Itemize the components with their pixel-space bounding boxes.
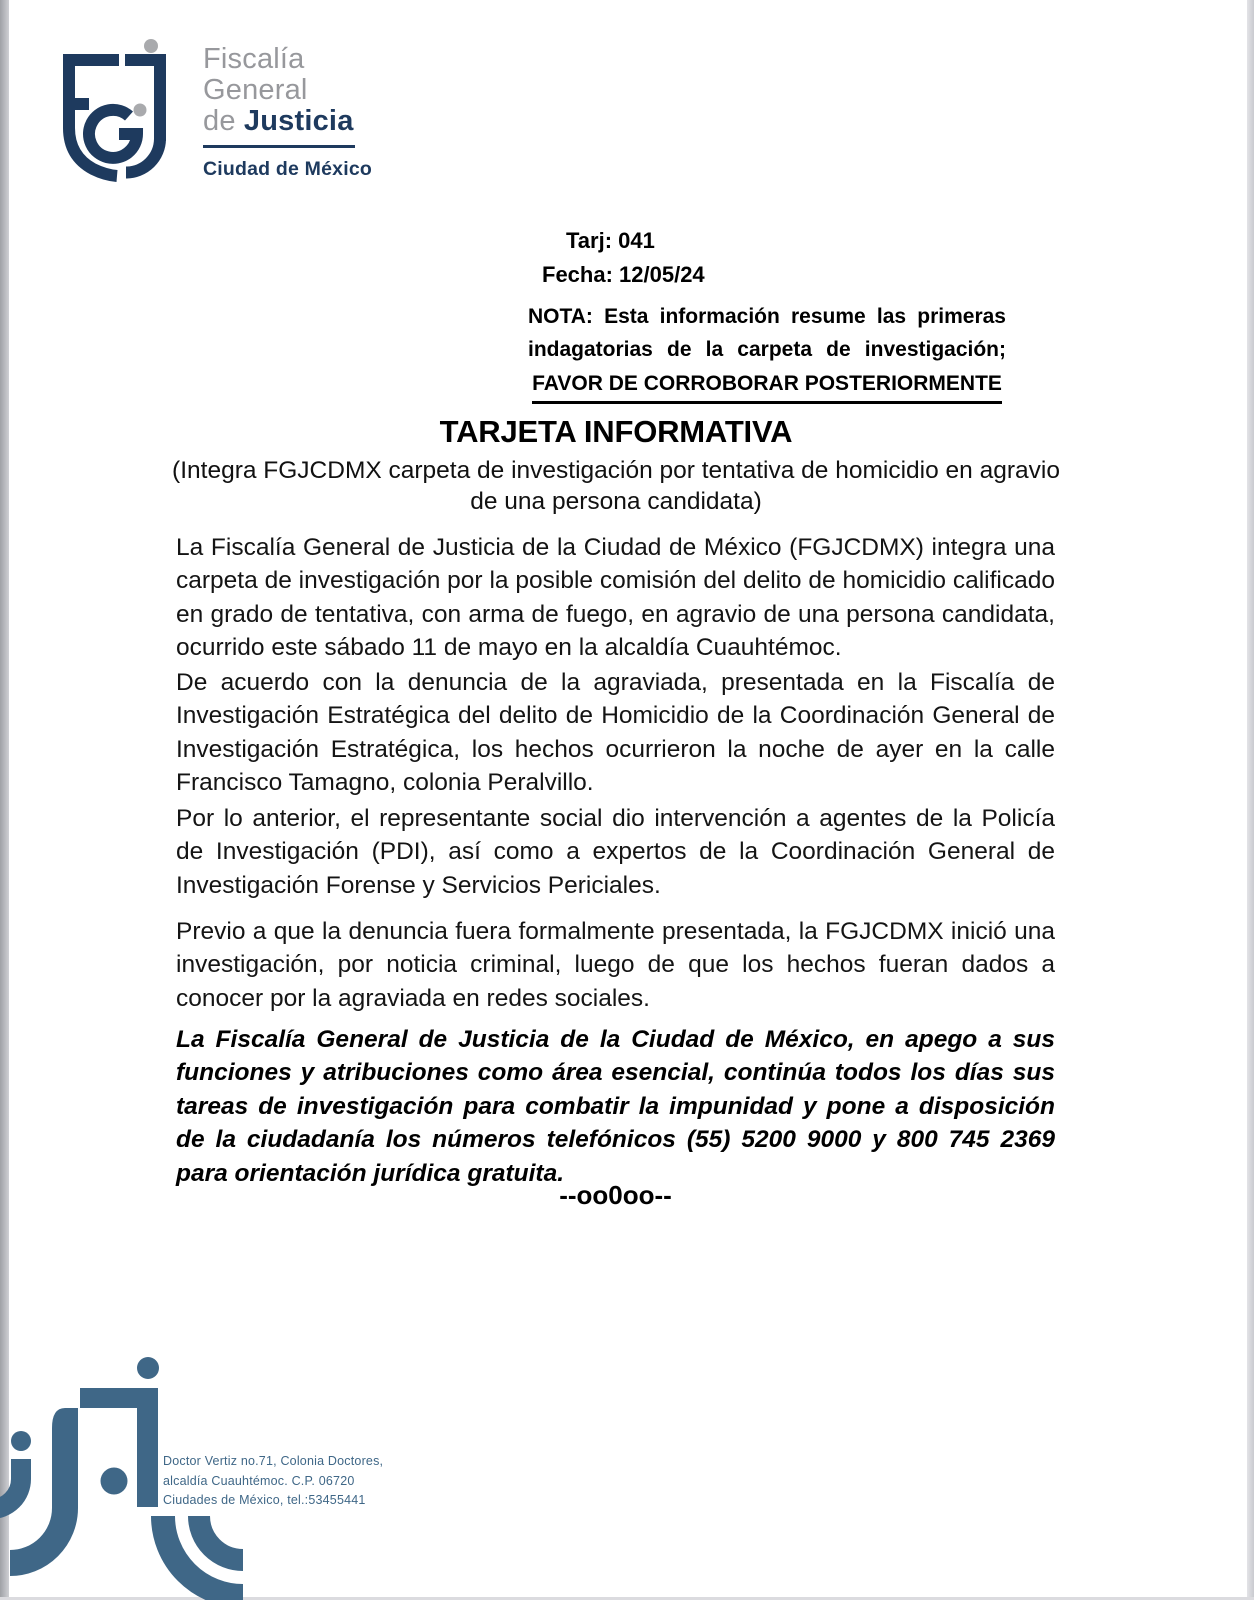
fgj-logo-wordmark (203, 44, 372, 185)
scan-edge-right (1247, 0, 1254, 1600)
logo-line-general: General (203, 74, 308, 106)
logo-line-de-justicia (203, 106, 372, 137)
logo-de: de (203, 105, 244, 137)
nota-warning-text: FAVOR DE CORROBORAR POSTERIORMENTE (532, 367, 1002, 404)
nota-block (528, 300, 1006, 404)
nota-line1: NOTA: Esta información resume las primeras (528, 305, 1006, 328)
logo-divider (203, 145, 355, 148)
fgj-logo-icon (55, 36, 175, 186)
paragraph-1: La Fiscalía General de Justicia de la Ciudad de México (FGJCDMX) integra una carpeta de investigación por la posible comisión del delito de homicidio calificado en grado de tentativa, con arma de fuego, en agravio de una persona candidata, ocurrido este sábado 11 de mayo en la alcaldía Cuauhtémoc. (176, 534, 1055, 662)
paragraph-2: De acuerdo con la denuncia de la agraviada, presentada en la Fiscalía de Investigación Estratégica del delito de Homicidio de la Coordinación General de Investigación Estratégica, los hechos ocurrieron la noche de ayer en la calle Francisco Tamagno, colonia Peralvillo. (176, 669, 1055, 797)
closing-paragraph: La Fiscalía General de Justicia de la Ciudad de México, en apego a sus funciones y atribuciones como área esencial, continúa todos los días sus tareas de investigación para combatir la impunidad y pone a disposición de la ciudadanía los números telefónicos (55) 5200 9000 y 800 745 2369 para orientación jurídica gratuita. (176, 1026, 1055, 1187)
nota-warning (528, 367, 1006, 404)
paragraph-3: Por lo anterior, el representante social dio intervención a agentes de la Policía de Investigación (PDI), así como a expertos de la Coordinación General de Investigación Forense y Servicios Periciales. (176, 805, 1055, 899)
paragraph-4: Previo a que la denuncia fuera formalmente presentada, la FGJCDMX inició una investigación, por noticia criminal, luego de que los hechos fueran dados a conocer por la agraviada en redes sociales. (176, 918, 1055, 1012)
address-line3: Ciudades de México, tel.:53455441 (163, 1493, 366, 1507)
tarj-number: Tarj: 041 (566, 228, 655, 253)
footer-address (163, 1452, 383, 1511)
address-line2: alcaldía Cuauhtémoc. C.P. 06720 (163, 1473, 355, 1488)
document-subtitle: (Integra FGJCDMX carpeta de investigación por tentativa de homicidio en agravio de una persona candidata) (172, 457, 1060, 515)
fecha-date: Fecha: 12/05/24 (542, 262, 705, 287)
document-title: TARJETA INFORMATIVA (439, 414, 793, 449)
logo-ciudad-de-mexico: Ciudad de México (203, 158, 372, 180)
address-line1: Doctor Vertiz no.71, Colonia Doctores, (163, 1454, 384, 1468)
nota-line2: indagatorias de la carpeta de investigación; (528, 338, 1006, 362)
document-meta (542, 224, 705, 292)
logo-justicia: Justicia (243, 105, 354, 137)
end-separator: --oo0oo-- (559, 1180, 672, 1210)
logo-line-fiscalia: Fiscalía (203, 43, 305, 75)
